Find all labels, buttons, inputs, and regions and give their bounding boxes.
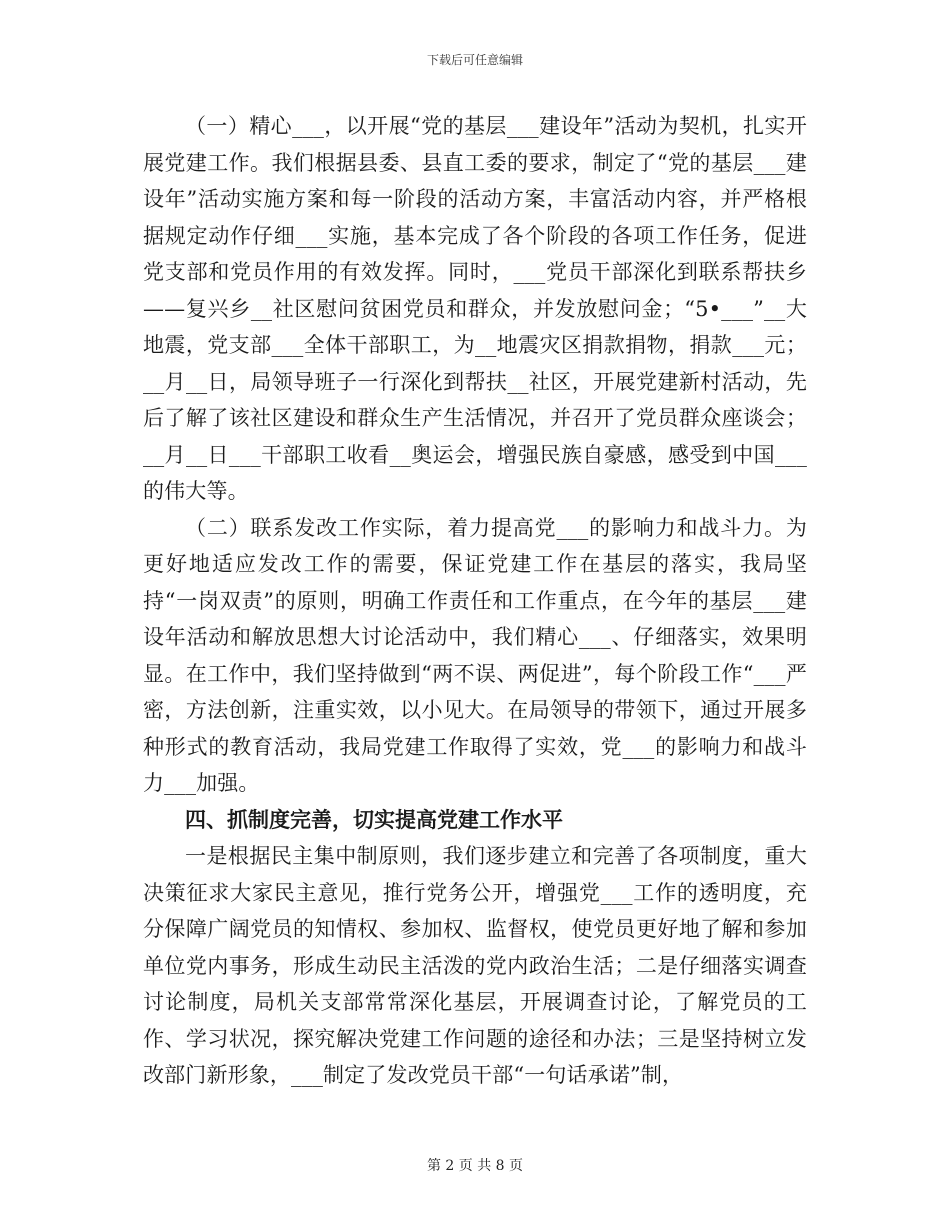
page-header: 下载后可任意编辑: [426, 53, 523, 67]
body-paragraph-2: （二）联系发改工作实际，着力提高党___的影响力和战斗力。为更好地适应发改工作的需要，保证党建工作在基层的落实，我局坚持“一岗双责”的原则，明确工作责任和工作重点，在今年的基层___建设年活动和解放思想大讨论活动中，我们精心___、仔细落实，效果明显。在工作中，我们坚持做到“两不误、两促进”，每个阶段工作“___严密，方法创新，注重实效，以小见大。在局领导的带领下，通过开展多种形式的教育活动，我局党建工作取得了实效，党___的影响力和战斗力___加强。: [143, 515, 807, 795]
page-number: 第 2 页 共 8 页: [426, 1158, 524, 1174]
document-body: [143, 108, 807, 1094]
section-heading: 四、抓制度完善，切实提高党建工作水平: [185, 807, 563, 832]
body-paragraph-1: （一）精心___，以开展“党的基层___建设年”活动为契机，扎实开展党建工作。我们根据县委、县直工委的要求，制定了“党的基层___建设年”活动实施方案和每一阶段的活动方案，丰富活动内容，并严格根据规定动作仔细___实施，基本完成了各个阶段的各项工作任务，促进党支部和党员作用的有效发挥。同时，___党员干部深化到联系帮扶乡——复兴乡__社区慰问贫困党员和群众，并发放慰问金；“5•___”__大地震，党支部___全体干部职工，为__地震灾区捐款捐物，捐款___元；__月__日，局领导班子一行深化到帮扶__社区，开展党建新村活动，先后了解了该社区建设和群众生产生活情况，并召开了党员群众座谈会；__月__日___干部职工收看__奥运会，增强民族自豪感，感受到中国___的伟大等。: [143, 114, 807, 503]
body-paragraph-3: 一是根据民主集中制原则，我们逐步建立和完善了各项制度，重大决策征求大家民主意见，推行党务公开，增强党___工作的透明度，充分保障广阔党员的知情权、参加权、监督权，使党员更好地了解和参加单位党内事务，形成生动民主活泼的党内政治生活；二是仔细落实调查讨论制度，局机关支部常常深化基层，开展调查讨论，了解党员的工作、学习状况，探究解决党建工作问题的途径和办法；三是坚持树立发改部门新形象，___制定了发改党员干部“一句话承诺”制，: [143, 844, 807, 1087]
